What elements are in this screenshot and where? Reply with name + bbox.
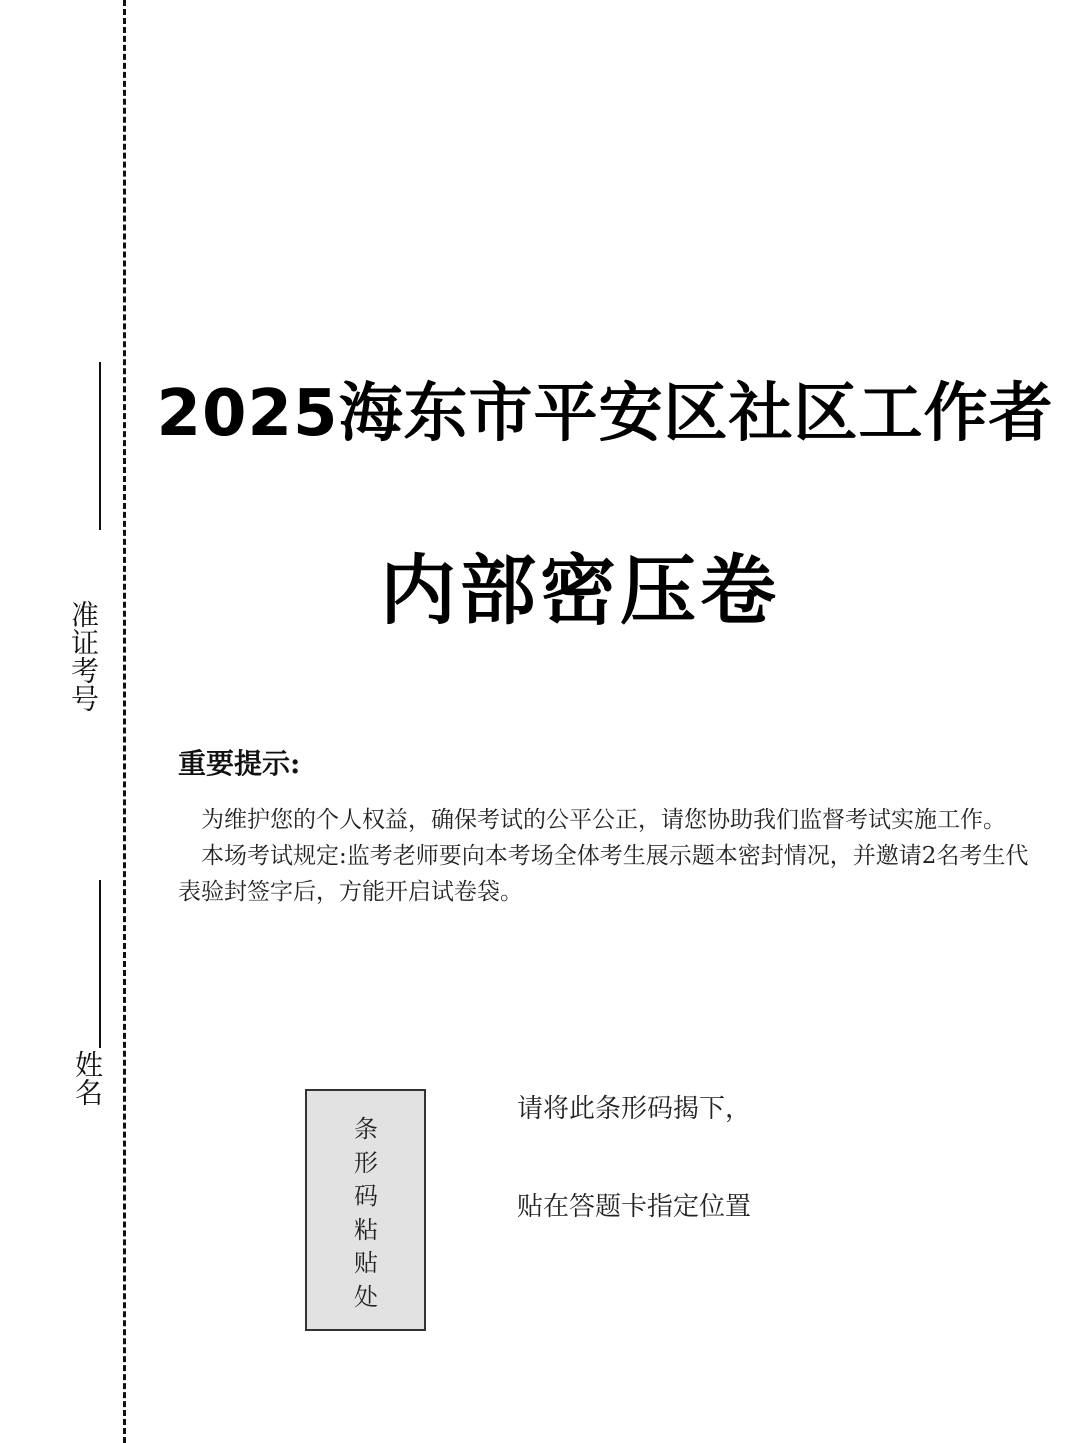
notice-paragraph: 本场考试规定:监考老师要向本考场全体考生展示题本密封情况，并邀请2名考生代表验封签字后，方能开启试卷袋。 bbox=[178, 843, 1029, 905]
document-title: 2025海东市平安区社区工作者 bbox=[156, 377, 1054, 451]
barcode-paste-area bbox=[305, 1089, 426, 1331]
name-label: 姓名 bbox=[71, 1050, 104, 1106]
seal-dashed-line bbox=[123, 0, 126, 1443]
barcode-paste-label: 条形码粘贴处 bbox=[354, 1115, 378, 1311]
document-subtitle: 内部密压卷 bbox=[380, 546, 780, 635]
barcode-instruction-line-1: 请将此条形码揭下， bbox=[517, 1094, 752, 1124]
notice-paragraph: 为维护您的个人权益，确保考试的公平公正，请您协助我们监督考试实施工作。 bbox=[201, 807, 1006, 833]
exam-id-label: 准证考号 bbox=[67, 600, 100, 712]
barcode-instruction-line-2: 贴在答题卡指定位置 bbox=[517, 1192, 752, 1222]
notice-body bbox=[178, 802, 1038, 910]
notice-heading: 重要提示: bbox=[178, 747, 301, 780]
exam-id-blank[interactable] bbox=[99, 362, 101, 530]
name-blank[interactable] bbox=[99, 880, 101, 1048]
